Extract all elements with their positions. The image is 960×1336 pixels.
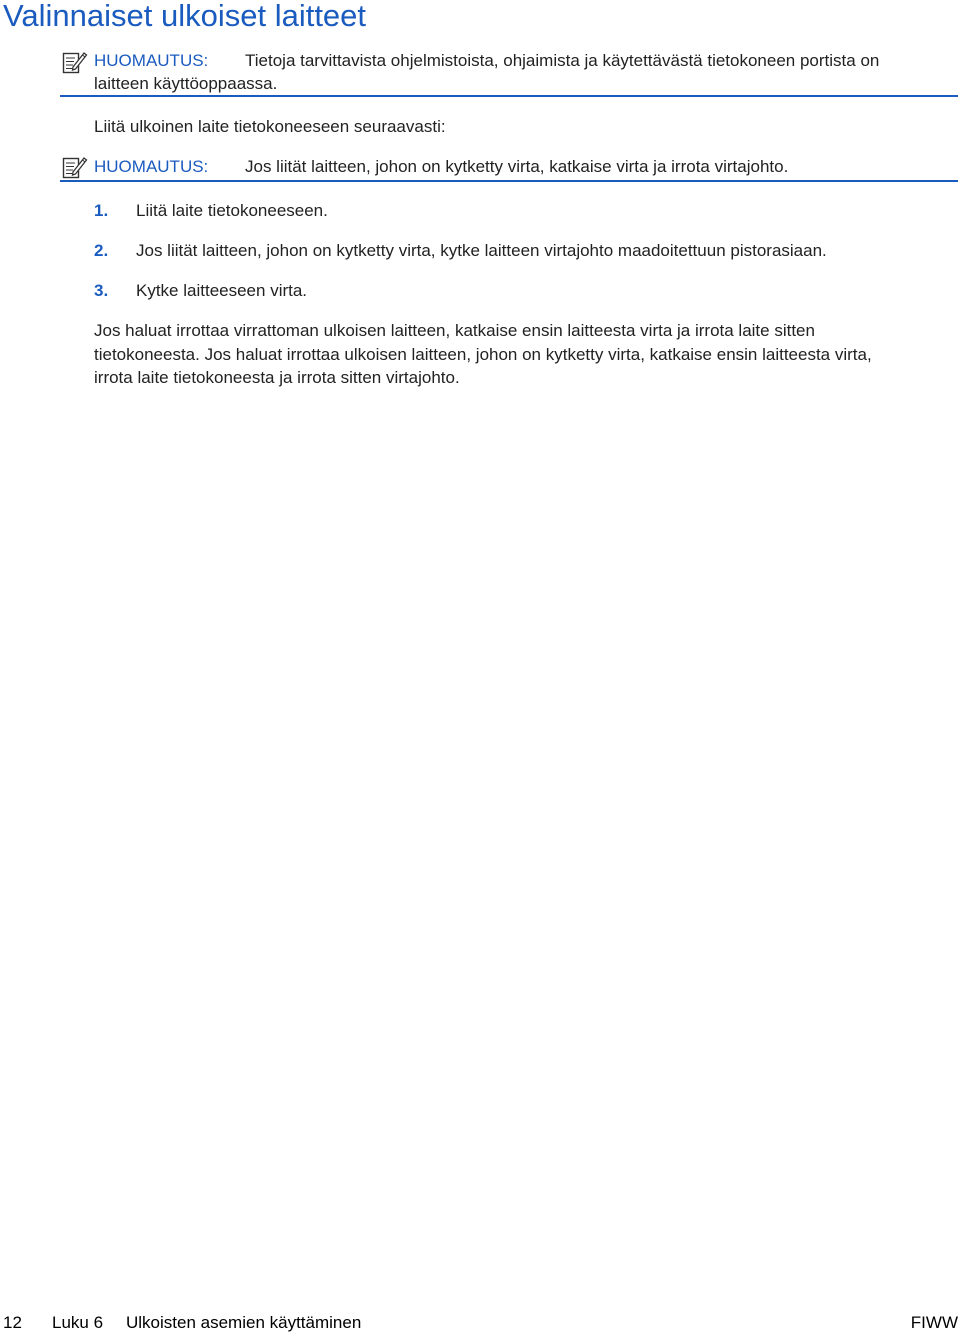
footer-page-number: 12 bbox=[3, 1313, 22, 1332]
footer-chapter-title: Ulkoisten asemien käyttäminen bbox=[126, 1313, 362, 1332]
step-number: 2. bbox=[94, 241, 109, 260]
footer-doc-code: FIWW bbox=[910, 1313, 958, 1332]
removal-paragraph bbox=[94, 319, 958, 390]
paragraph-line: Jos haluat irrottaa virrattoman ulkoisen laitteen, katkaise ensin laitteesta virta ja irrota laite sitten bbox=[94, 321, 815, 340]
step-text: Jos liität laitteen, johon on kytketty virta, kytke laitteen virtajohto maadoitettuun pistorasiaan. bbox=[136, 241, 827, 260]
paragraph-line: tietokoneesta. Jos haluat irrottaa ulkoisen laitteen, johon on kytketty virta, katkaise ensin laitteesta virta, bbox=[94, 344, 872, 364]
footer-chapter: Luku 6 bbox=[52, 1313, 104, 1332]
step-2 bbox=[94, 239, 827, 262]
note-box-1 bbox=[60, 47, 958, 97]
note-text: Jos liität laitteen, johon on kytketty virta, katkaise virta ja irrota virtajohto. bbox=[245, 157, 789, 176]
note-label: HUOMAUTUS: bbox=[94, 157, 209, 176]
step-text: Kytke laitteeseen virta. bbox=[136, 281, 308, 300]
note-label: HUOMAUTUS: bbox=[94, 51, 209, 70]
step-3 bbox=[94, 279, 307, 302]
intro-paragraph: Liitä ulkoinen laite tietokoneeseen seuraavasti: bbox=[94, 117, 446, 136]
note-pencil-icon bbox=[62, 50, 88, 74]
step-1 bbox=[94, 199, 328, 222]
note-text-line-2: laitteen käyttöoppaassa. bbox=[94, 74, 278, 93]
note-pencil-icon bbox=[62, 155, 88, 179]
paragraph-line: irrota laite tietokoneesta ja irrota sitten virtajohto. bbox=[94, 368, 460, 387]
note-text-line-1: Tietoja tarvittavista ohjelmistoista, ohjaimista ja käytettävästä tietokoneen portista on bbox=[245, 51, 880, 70]
step-number: 3. bbox=[94, 281, 109, 300]
note-box-2 bbox=[60, 153, 958, 182]
step-text: Liitä laite tietokoneeseen. bbox=[136, 201, 328, 220]
step-number: 1. bbox=[94, 201, 109, 220]
page-title: Valinnaiset ulkoiset laitteet bbox=[3, 0, 367, 33]
